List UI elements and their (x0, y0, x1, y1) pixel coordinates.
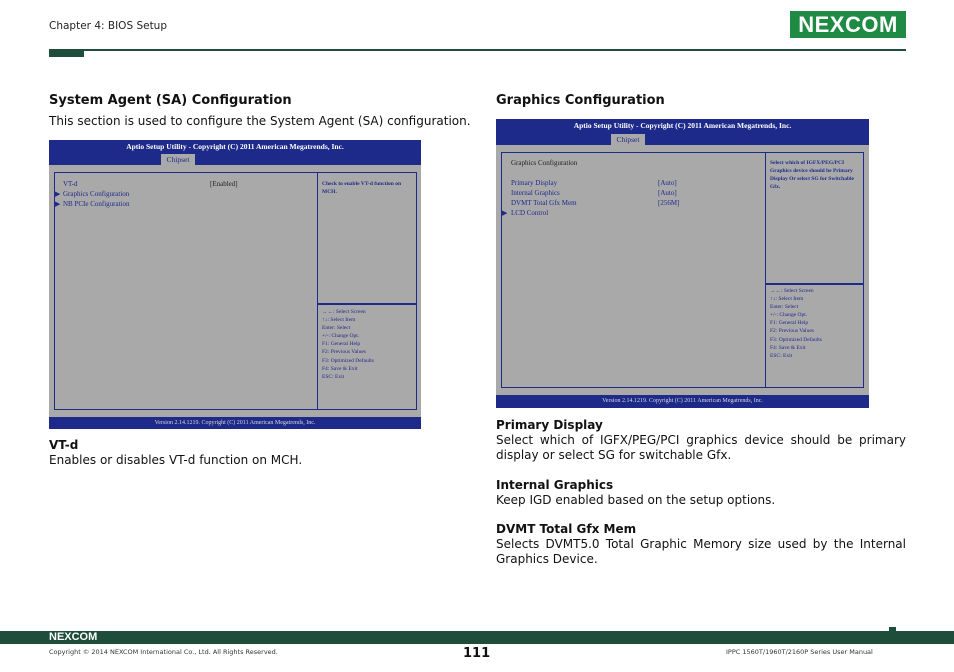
footer-logo: NEXCOM (49, 631, 98, 643)
key-select-item: ↑↓: Select Item (770, 296, 804, 303)
submenu-arrow-icon: ▶ (55, 200, 61, 208)
term-internal-graphics: Internal Graphics (496, 478, 614, 492)
tab-chipset[interactable]: Chipset (611, 134, 645, 145)
term-primary-display: Primary Display (496, 418, 603, 432)
key-f4: F4: Save & Exit (322, 365, 358, 372)
bios-value-internal-graphics[interactable]: [Auto] (658, 189, 677, 197)
desc-dvmt-total: Selects DVMT5.0 Total Graphic Memory size used by the Internal Graphics Device. (496, 537, 906, 566)
header-rule-tab (49, 51, 84, 57)
term-dvmt-total: DVMT Total Gfx Mem (496, 522, 637, 536)
key-f2: F2: Previous Values (770, 328, 814, 335)
key-f1: F1: General Help (322, 341, 361, 348)
section-title-sa: System Agent (SA) Configuration (49, 93, 292, 108)
term-vtd: VT-d (49, 438, 79, 452)
submenu-arrow-icon: ▶ (55, 190, 61, 198)
bios-group-heading: Graphics Configuration (511, 159, 578, 167)
bios-value-dvmt-total[interactable]: [256M] (658, 199, 680, 207)
bios-help-text: Select which of IGFX/PEG/PCI Graphics device should be Primary Display Or select SG for Switchable Gfx. (770, 160, 854, 190)
key-f1: F1: General Help (770, 320, 809, 327)
bios-item-primary-display[interactable]: Primary Display (511, 179, 558, 187)
key-select-screen: →←: Select Screen (770, 288, 814, 294)
key-f3: F3: Optimized Defaults (322, 357, 374, 364)
bios-value-primary-display[interactable]: [Auto] (658, 179, 677, 187)
key-f2: F2: Previous Values (322, 349, 366, 356)
footer-bar (0, 631, 954, 644)
bios-item-nb-pcie-config[interactable]: NB PCIe Configuration (63, 200, 130, 208)
bios-item-internal-graphics[interactable]: Internal Graphics (511, 189, 560, 197)
key-select-screen: →←: Select Screen (322, 309, 366, 315)
bios-footer: Version 2.14.1219. Copyright (C) 2011 American Megatrends, Inc. (496, 395, 869, 408)
key-esc: ESC: Exit (322, 373, 345, 380)
key-f4: F4: Save & Exit (770, 344, 806, 351)
bios-help-text: Check to enable VT-d function on MCH. (322, 181, 402, 195)
bios-title-bar: Aptio Setup Utility - Copyright (C) 2011 American Megatrends, Inc. (496, 119, 869, 133)
bios-footer: Version 2.14.1219. Copyright (C) 2011 American Megatrends, Inc. (49, 417, 421, 429)
key-enter: Enter: Select (770, 304, 799, 311)
copyright: Copyright © 2014 NEXCOM International Co., Ltd. All Rights Reserved. (49, 648, 278, 656)
bios-item-vtd[interactable]: VT-d (63, 180, 78, 188)
bios-screen-graphics (496, 119, 869, 408)
bios-tab-row (49, 153, 421, 165)
bios-item-dvmt-total[interactable]: DVMT Total Gfx Mem (511, 199, 577, 207)
key-select-item: ↑↓: Select Item (322, 317, 356, 324)
bios-screen-sa (49, 140, 421, 429)
tab-chipset[interactable]: Chipset (161, 154, 195, 165)
sa-intro: This section is used to configure the System Agent (SA) configuration. (49, 114, 471, 128)
section-title-graphics: Graphics Configuration (496, 93, 665, 108)
manual-title: IPPC 1560T/1960T/2160P Series User Manual (726, 648, 873, 656)
bios-item-lcd-control[interactable]: LCD Control (511, 209, 549, 217)
key-esc: ESC: Exit (770, 352, 793, 359)
bios-title-bar: Aptio Setup Utility - Copyright (C) 2011 American Megatrends, Inc. (49, 140, 421, 153)
key-change-opt: +/-: Change Opt. (770, 312, 808, 319)
submenu-arrow-icon: ▶ (502, 209, 508, 217)
bios-key-legend (770, 287, 862, 360)
footer-squares-icon (889, 627, 906, 644)
page-number: 111 (463, 646, 491, 661)
bios-item-graphics-config[interactable]: Graphics Configuration (63, 190, 130, 198)
desc-vtd: Enables or disables VT-d function on MCH. (49, 453, 303, 467)
bios-value-vtd[interactable]: [Enabled] (210, 180, 238, 188)
header-rule (49, 49, 906, 51)
key-enter: Enter: Select (322, 325, 351, 332)
chapter-label: Chapter 4: BIOS Setup (49, 20, 168, 32)
bios-key-legend (322, 308, 414, 381)
nexcom-logo: NEXCOM (790, 11, 906, 38)
desc-internal-graphics: Keep IGD enabled based on the setup options. (496, 493, 776, 507)
desc-primary-display: Select which of IGFX/PEG/PCI graphics device should be primary display or select SG for switchable Gfx. (496, 433, 906, 462)
key-change-opt: +/-: Change Opt. (322, 333, 360, 340)
bios-tab-row (496, 133, 869, 145)
key-f3: F3: Optimized Defaults (770, 336, 822, 343)
